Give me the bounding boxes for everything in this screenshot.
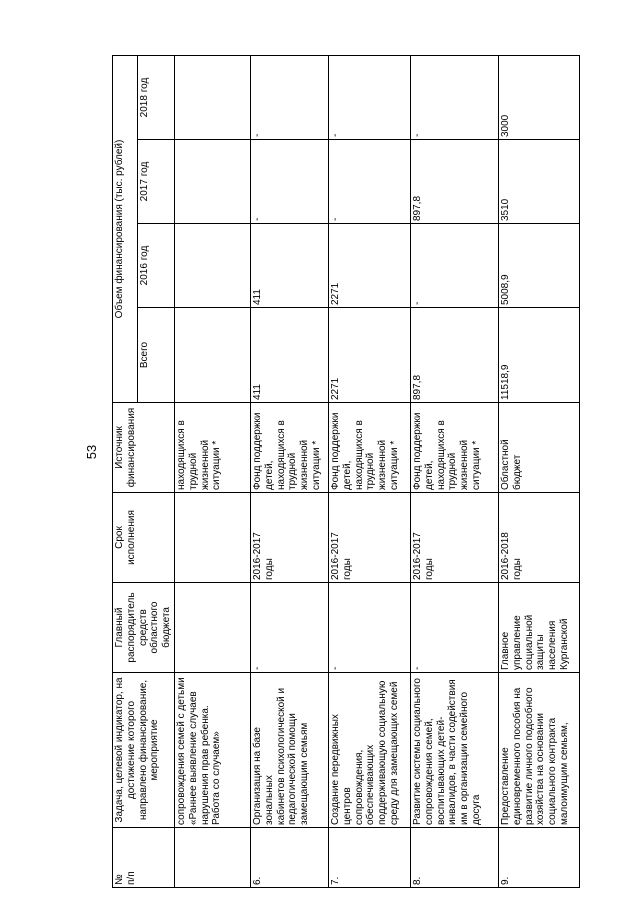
- row-term: 2016-2017 годы: [410, 493, 498, 583]
- financing-table: [112, 55, 580, 888]
- row-manager: -: [410, 583, 498, 673]
- row-total: 411: [250, 308, 328, 403]
- row-task: Предоставление единовременного пособия на развитие личного подсобного хозяйства на основании социального контракта малоимущим семьям,: [498, 673, 579, 828]
- row-2017: -: [328, 140, 410, 224]
- row-source: Фонд поддержки детей, находящихся в трудной жизненной ситуации *: [328, 403, 410, 493]
- header-manager: Главный распорядитель средств областного бюджета: [113, 583, 175, 673]
- row-source: Областной бюджет: [498, 403, 579, 493]
- row-manager: -: [250, 583, 328, 673]
- row-2018: -: [328, 55, 410, 139]
- row-2017: [174, 140, 250, 224]
- row-num: 8.: [410, 828, 498, 888]
- row-manager: Главное управление социальной защиты населения Курганской: [498, 583, 579, 673]
- table-row: [250, 55, 328, 887]
- row-manager: -: [328, 583, 410, 673]
- row-term: [174, 493, 250, 583]
- row-num: 9.: [498, 828, 579, 888]
- row-task: сопровождения семей с детьми «Раннее выявление случаев нарушения прав ребенка. Работа со случаем»: [174, 673, 250, 828]
- row-2018: 3000: [498, 55, 579, 139]
- row-term: 2016-2017 годы: [250, 493, 328, 583]
- row-2017: 897,8: [410, 140, 498, 224]
- row-source: Фонд поддержки детей, находящихся в трудной жизненной ситуации *: [250, 403, 328, 493]
- table-row: [174, 55, 250, 887]
- table-row: [328, 55, 410, 887]
- row-num: 6.: [250, 828, 328, 888]
- header-2018: 2018 год: [137, 55, 174, 139]
- row-total: [174, 308, 250, 403]
- row-2018: -: [250, 55, 328, 139]
- row-total: 11518,9: [498, 308, 579, 403]
- row-2017: -: [250, 140, 328, 224]
- row-2017: 3510: [498, 140, 579, 224]
- row-manager: [174, 583, 250, 673]
- header-source: Источник финансирования: [113, 403, 175, 493]
- table-row: [498, 55, 579, 887]
- row-total: 897,8: [410, 308, 498, 403]
- row-source: находящихся в трудной жизненной ситуации *: [174, 403, 250, 493]
- row-num: 7.: [328, 828, 410, 888]
- row-2018: [174, 55, 250, 139]
- row-source: Фонд поддержки детей, находящихся в трудной жизненной ситуации *: [410, 403, 498, 493]
- row-term: 2016-2018 годы: [498, 493, 579, 583]
- table-header-row: [113, 55, 138, 887]
- row-2016: [174, 224, 250, 308]
- row-2016: 411: [250, 224, 328, 308]
- header-total: Всего: [137, 308, 174, 403]
- row-task: Развитие системы социального сопровождения семей, воспитывающих детей- инвалидов, в части содействия им в организации семейного досуга: [410, 673, 498, 828]
- row-num: [174, 828, 250, 888]
- row-2016: 2271: [328, 224, 410, 308]
- table-row: [410, 55, 498, 887]
- row-2016: 5008,9: [498, 224, 579, 308]
- header-2017: 2017 год: [137, 140, 174, 224]
- row-task: Организация на базе зональных кабинетов психологической и педагогической помощи замещающим семьям: [250, 673, 328, 828]
- row-total: 2271: [328, 308, 410, 403]
- header-term: Срок исполнения: [113, 493, 175, 583]
- rotated-table-wrapper: [112, 56, 570, 888]
- row-2018: -: [410, 55, 498, 139]
- row-term: 2016-2017 годы: [328, 493, 410, 583]
- header-volume: Объем финансирования (тыс. рублей): [113, 55, 138, 402]
- header-num: № п/п: [113, 828, 175, 888]
- row-2016: -: [410, 224, 498, 308]
- page-number: 53: [84, 444, 99, 460]
- header-task: Задача, целевой индикатор, на достижение которого направлено финансирование, мероприятие: [113, 673, 175, 828]
- row-task: Создание передвижных центров сопровождения, обеспечивающих поддерживающую социальную среду для замещающих семей: [328, 673, 410, 828]
- header-2016: 2016 год: [137, 224, 174, 308]
